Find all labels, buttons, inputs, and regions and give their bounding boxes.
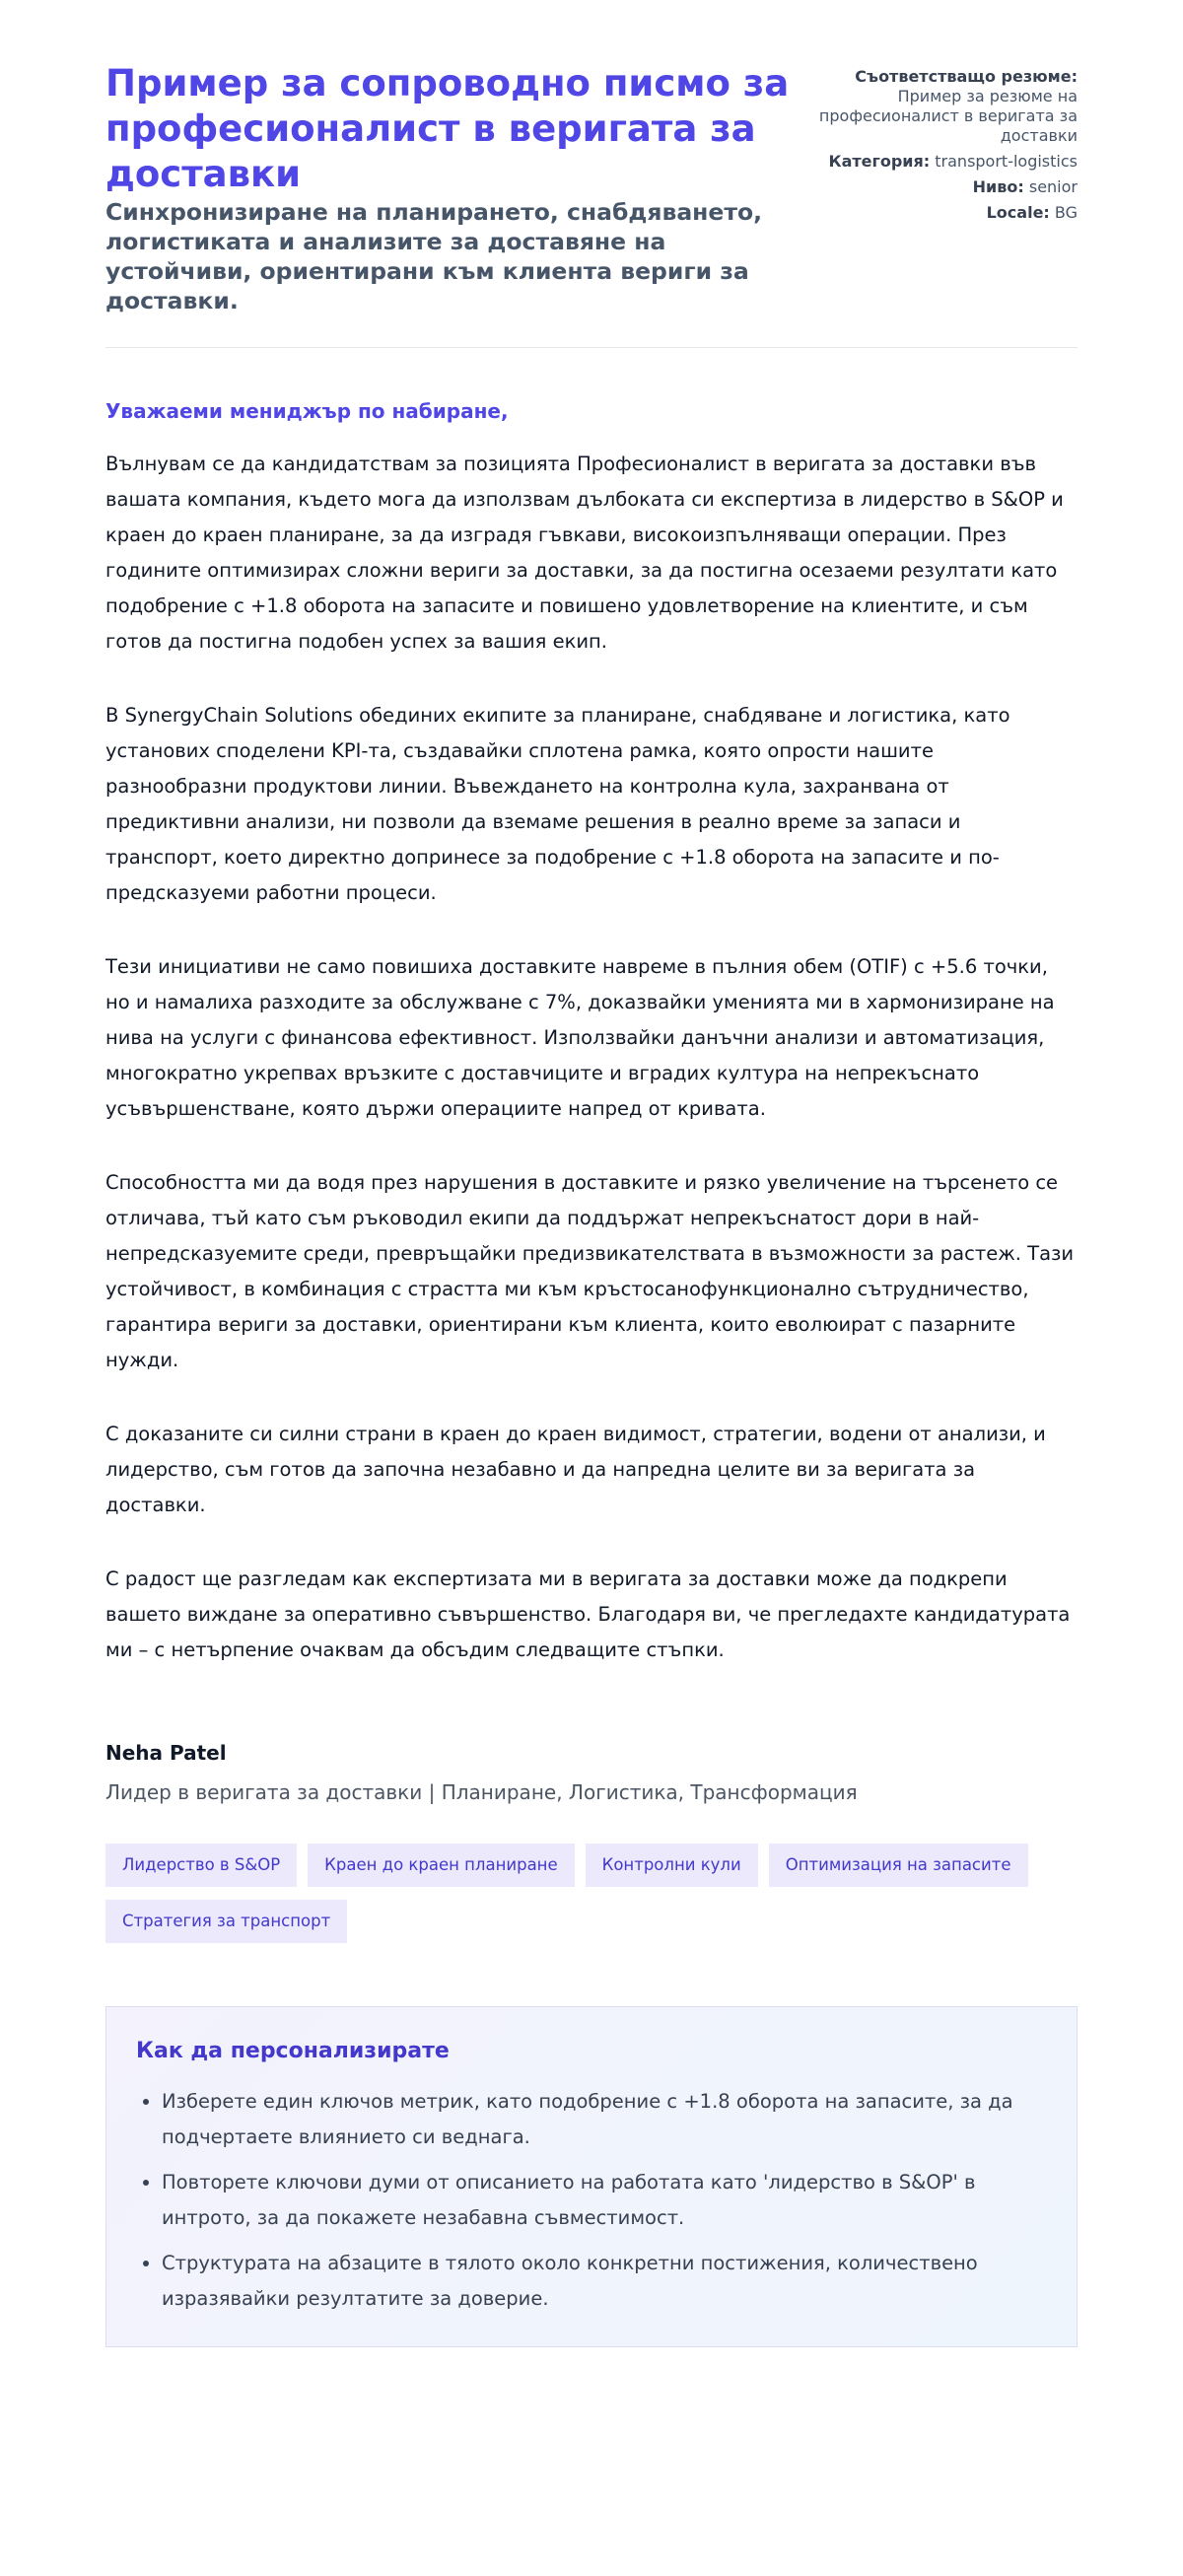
- header-divider: [105, 347, 1078, 348]
- letter-paragraphs: [105, 447, 1078, 1668]
- tip-item: • Изберете един ключов метрик, като подобрение с +1.8 оборота на запасите, за да подчертаете влиянието си веднага.: [162, 2084, 1047, 2155]
- tag-inventory-optimization: Оптимизация на запасите: [769, 1844, 1028, 1887]
- salutation: Уважаеми мениджър по набиране,: [105, 399, 509, 423]
- header-titles: [105, 61, 812, 315]
- paragraph-6: С радост ще разгледам как експертизата ми в веригата за доставки може да подкрепи вашето виждане за оперативно съвършенство. Благодаря ви, че прегледахте кандидатурата ми – с нетърпение очаквам да обсъдим следващите стъпки.: [105, 1567, 1071, 1661]
- tag-sop-leadership: Лидерство в S&OP: [105, 1844, 297, 1887]
- signature-name: Neha Patel: [105, 1741, 227, 1765]
- page-subtitle: Синхронизиране на планирането, снабдяването, логистиката и анализите за доставяне на устойчиви, ориентирани към клиента вериги за доставки.: [105, 198, 763, 314]
- signature: [105, 1739, 1078, 1806]
- tag-control-towers: Контролни кули: [586, 1844, 758, 1887]
- paragraph-4: Способността ми да водя през нарушения в доставките и рязко увеличение на търсенето се отличава, тъй като съм ръководил екипи да поддържат непрекъснатост дори в най-непредсказуемите среди, превръщайки предизвикателствата в възможности за растеж. Тази устойчивост, в комбинация с страстта ми към кръстосанофункционално сътрудничество, гарантира вериги за доставки, ориентирани към клиента, които еволюират с пазарните нужди.: [105, 1171, 1075, 1371]
- customize-tips-callout: [105, 2006, 1078, 2347]
- paragraph-3: Тези инициативи не само повишиха доставките навреме в пълния обем (OTIF) с +5.6 точки, но и намалиха разходите за обслужване с 7%, доказвайки уменията ми в хармонизиране на нива на услуги с финансова ефективност. Използвайки данъчни анализи и автоматизация, многократно укрепвах връзките с доставчиците и вградих култура на непрекъснато усъвършенстване, която държи операциите напред от кривата.: [105, 955, 1055, 1120]
- meta-category-value: transport-logistics: [935, 152, 1078, 171]
- meta-locale-label: Locale:: [986, 203, 1050, 222]
- meta-resume: [812, 67, 1078, 146]
- tips-list: [136, 2084, 1047, 2317]
- meta-panel: [812, 61, 1078, 229]
- meta-category: [812, 152, 1078, 172]
- meta-level-value: senior: [1028, 177, 1078, 196]
- tag-end-to-end-planning: Краен до краен планиране: [308, 1844, 574, 1887]
- letter-body: [105, 397, 1078, 1668]
- meta-locale: [812, 203, 1078, 223]
- signature-title: Лидер в веригата за доставки | Планиране, Логистика, Трансформация: [105, 1780, 858, 1804]
- skill-tags: [105, 1844, 1078, 1943]
- callout-title: Как да персонализирате: [136, 2039, 450, 2063]
- page-header: [105, 61, 1078, 315]
- tip-item: • Повторете ключови думи от описанието на работата като 'лидерство в S&OP' в интрото, за да покажете незабавна съвместимост.: [162, 2165, 1047, 2236]
- meta-level-label: Ниво:: [972, 177, 1024, 196]
- paragraph-5: С доказаните си силни страни в краен до краен видимост, стратегии, водени от анализи, и лидерство, съм готов да започна незабавно и да напредна целите ви за веригата за доставки.: [105, 1423, 1046, 1516]
- tag-transport-strategy: Стратегия за транспорт: [105, 1900, 347, 1943]
- meta-locale-value: BG: [1054, 203, 1078, 222]
- meta-category-label: Категория:: [828, 152, 931, 171]
- meta-resume-label: Съответстващо резюме:: [855, 67, 1078, 86]
- meta-level: [812, 177, 1078, 197]
- page-title: Пример за сопроводно писмо за професионалист в веригата за доставки: [105, 62, 790, 195]
- meta-resume-value: Пример за резюме на професионалист в веригата за доставки: [818, 87, 1078, 145]
- paragraph-2: В SynergyChain Solutions обединих екипите за планиране, снабдяване и логистика, като установих споделени KPI-та, създавайки сплотена рамка, която опрости нашите разнообразни продуктови линии. Въвеждането на контролна кула, захранвана от предиктивни анализи, ни позволи да вземаме решения в реално време за запаси и транспорт, което директно допринесе за подобрение с +1.8 оборота на запасите и по-предсказуеми работни процеси.: [105, 704, 1010, 904]
- tip-item: • Структурата на абзаците в тялото около конкретни постижения, количествено изразявайки резултатите за доверие.: [162, 2246, 1047, 2317]
- paragraph-1: Вълнувам се да кандидатствам за позицията Професионалист в веригата за доставки във вашата компания, където мога да използвам дълбоката си експертиза в лидерство в S&OP и краен до краен планиране, за да изградя гъвкави, високоизпълняващи операции. През годините оптимизирах сложни вериги за доставки, за да постигна осезаеми резултати като подобрение с +1.8 оборота на запасите и повишено удовлетворение на клиентите, и съм готов да постигна подобен успех за вашия екип.: [105, 453, 1064, 653]
